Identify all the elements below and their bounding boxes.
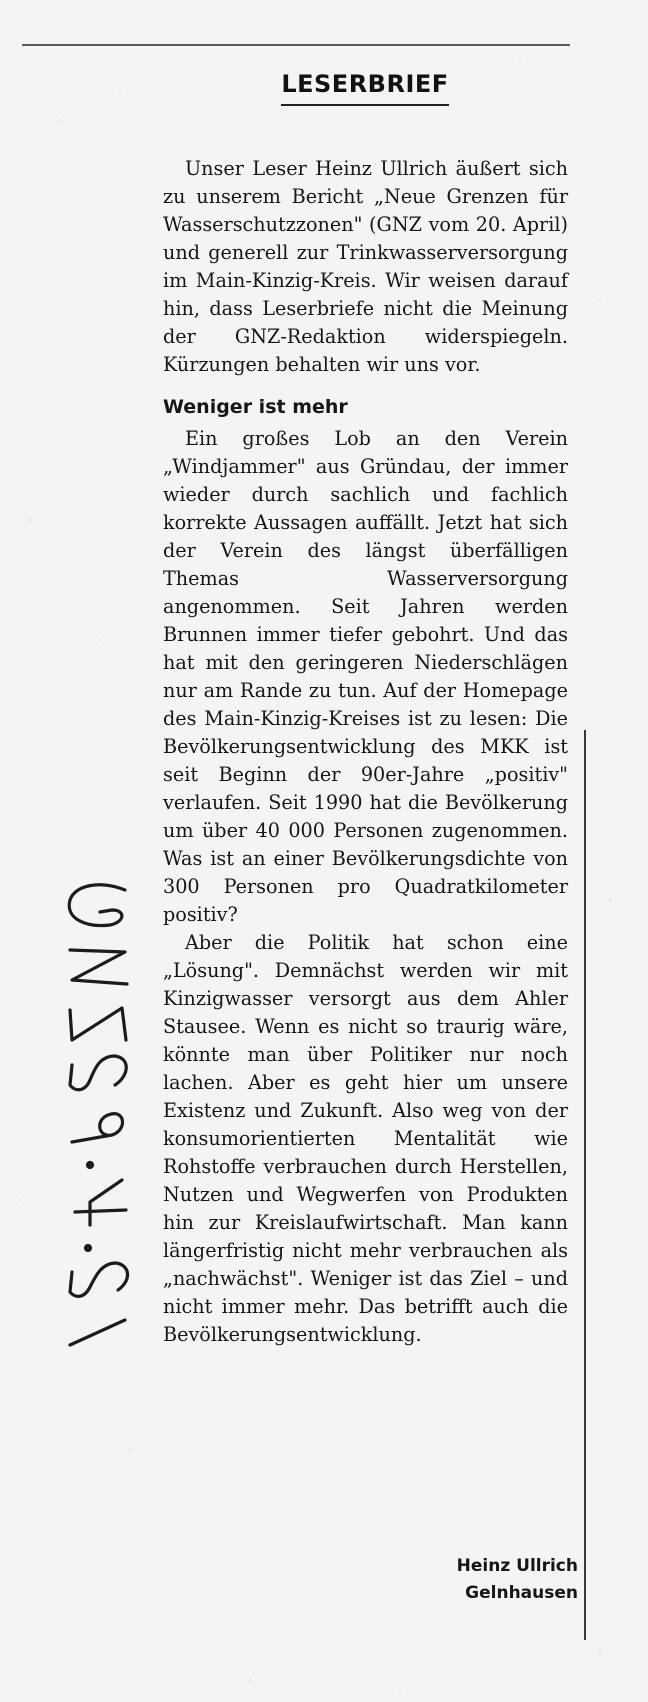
article-column	[163, 155, 568, 1349]
author-name: Heinz Ullrich	[456, 1556, 578, 1576]
author-place: Gelnhausen	[465, 1583, 578, 1603]
column-divider	[584, 730, 586, 1640]
body-paragraph-1: Ein großes Lob an den Verein „Windjammer" aus Gründau, der immer wieder durch sachlich und fachlich korrekte Aussagen auffällt. Jetzt hat sich der Verein des längst überfälligen Themas Wasserversorgung angenommen. Seit Jahren werden Brunnen immer tiefer gebohrt. Und das hat mit den geringeren Niederschlägen nur am Rande zu tun. Auf der Homepage des Main-Kinzig-Kreises ist zu lesen: Die Bevölkerungsentwicklung des MKK ist seit Beginn der 90er-Jahre „positiv" verlaufen. Seit 1990 hat die Bevölkerung um über 40 000 Personen zugenommen. Was ist an einer Bevölkerungsdichte von 300 Personen pro Quadratkilometer positiv?	[163, 427, 568, 926]
body-paragraph-2: Aber die Politik hat schon eine „Lösung". Demnächst werden wir mit Kinzigwasser versorgt aus dem Ahler Stausee. Wenn es nicht so traurig wäre, könnte man über Politiker nur noch lachen. Aber es geht hier um unsere Existenz und Zukunft. Also weg von der konsumorientierten Mentalität wie Rohstoffe verbrauchen durch Herstellen, Nutzen und Wegwerfen von Produkten hin zur Kreislaufwirtschaft. Man kann längerfristig nicht mehr verbrauchen als „nachwächst". Weniger ist das Ziel – und nicht immer mehr. Das betrifft auch die Bevölkerungsentwicklung.	[163, 931, 568, 1346]
handwritten-date-note	[30, 880, 150, 1400]
top-divider	[22, 44, 570, 46]
section-heading: LESERBRIEF	[281, 70, 448, 106]
intro-paragraph: Unser Leser Heinz Ullrich äußert sich zu unserem Bericht „Neue Grenzen für Wasserschutzzonen" (GNZ vom 20. April) und generell zur Trinkwasserversorgung im Main-Kinzig-Kreis. Wir weisen darauf hin, dass Leserbriefe nicht die Meinung der GNZ-Redaktion widerspiegeln. Kürzungen behalten wir uns vor.	[163, 157, 568, 376]
letter-title: Weniger ist mehr	[163, 396, 348, 418]
heading-block	[245, 70, 485, 106]
signature	[457, 1553, 578, 1607]
